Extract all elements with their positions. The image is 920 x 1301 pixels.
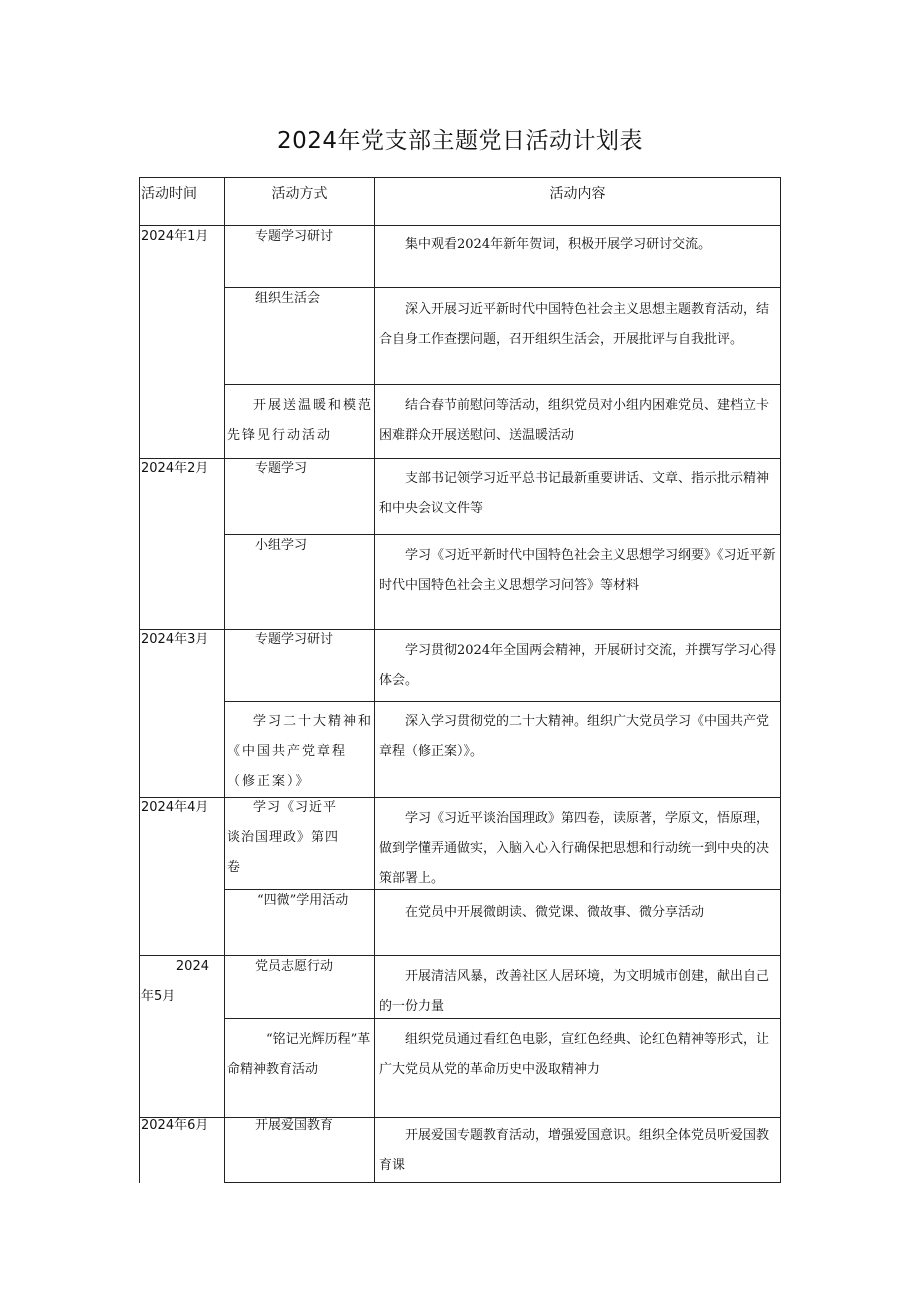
row-divider	[224, 384, 781, 385]
activity-plan-table	[139, 177, 781, 1183]
activity-content: 集中观看2024年新年贺词，积极开展学习研讨交流。	[405, 237, 712, 252]
activity-content: 结合春节前慰问等活动，组织党员对小组内困难党员、建档立卡困难群众开展送慰问、送温暖活动	[379, 398, 770, 443]
activity-mode: 专题学习研讨	[255, 229, 334, 244]
activity-mode: 学习《习近平谈治国理政》第四卷	[227, 800, 340, 875]
activity-mode: “铭记光辉历程”革命精神教育活动	[227, 1032, 371, 1077]
month-label: 2024年3月	[141, 632, 209, 647]
activity-content: 开展清洁风暴，改善社区人居环境，为文明城市创建，献出自己的一份力量	[379, 969, 770, 1014]
header-content: 活动内容	[549, 186, 606, 202]
activity-content: 开展爱国专题教育活动，增强爱国意识。组织全体党员听爱国教育课	[379, 1128, 770, 1173]
activity-mode: 党员志愿行动	[255, 959, 334, 974]
table-border-right	[780, 177, 781, 1183]
activity-mode: 小组学习	[255, 538, 308, 553]
page-title: 2024年党支部主题党日活动计划表	[276, 128, 644, 154]
row-divider	[139, 225, 781, 226]
month-label: 2024年4月	[141, 800, 209, 815]
row-divider	[139, 955, 781, 956]
table-border-top	[139, 177, 781, 178]
activity-mode: 开展送温暖和模范先锋见行动活动	[227, 398, 374, 443]
activity-content: 学习《习近平谈治国理政》第四卷，读原著，学原文，悟原理，做到学懂弄通做实，入脑入心入行确保把思想和行动统一到中央的决策部署上。	[379, 811, 770, 886]
activity-mode: 组织生活会	[255, 291, 321, 306]
table-border-bottom	[224, 1182, 781, 1183]
activity-content: 在党员中开展微朗读、微党课、微故事、微分享活动	[405, 905, 705, 920]
month-label: 2024年2月	[141, 461, 209, 476]
activity-content: 支部书记领学习近平总书记最新重要讲话、文章、指示批示精神和中央会议文件等	[379, 471, 770, 516]
activity-content: 学习《习近平新时代中国特色社会主义思想学习纲要》《习近平新时代中国特色社会主义思想学习问答》等材料	[379, 548, 776, 593]
month-label: 2024年6月	[141, 1118, 209, 1133]
column-divider-2	[374, 177, 375, 1183]
activity-mode: 学习二十大精神和《中国共产党章程（修正案）》	[227, 714, 374, 789]
activity-mode: 开展爱国教育	[255, 1118, 334, 1133]
row-divider	[139, 629, 781, 630]
activity-content: 组织党员通过看红色电影，宣红色经典、论红色精神等形式，让广大党员从党的革命历史中汲取精神力	[379, 1032, 770, 1077]
row-divider	[224, 701, 781, 702]
month-label: 年5月	[141, 989, 176, 1004]
activity-content: 深入开展习近平新时代中国特色社会主义思想主题教育活动，结合自身工作查摆问题，召开组织生活会，开展批评与自我批评。	[379, 302, 770, 347]
header-mode: 活动方式	[271, 186, 328, 202]
row-divider	[139, 1117, 781, 1118]
month-label: 2024年1月	[141, 229, 209, 244]
activity-content: 学习贯彻2024年全国两会精神，开展研讨交流，并撰写学习心得体会。	[379, 643, 777, 688]
month-label: 2024	[175, 959, 209, 974]
row-divider	[139, 458, 781, 459]
header-time: 活动时间	[141, 186, 197, 202]
activity-mode: 专题学习	[255, 461, 308, 476]
activity-mode: 专题学习研讨	[255, 632, 334, 647]
activity-content: 深入学习贯彻党的二十大精神。组织广大党员学习《中国共产党章程（修正案）》。	[379, 714, 770, 759]
table-border-left	[139, 177, 140, 1183]
column-divider-1	[224, 177, 225, 1183]
activity-mode: “四微”学用活动	[257, 893, 349, 908]
